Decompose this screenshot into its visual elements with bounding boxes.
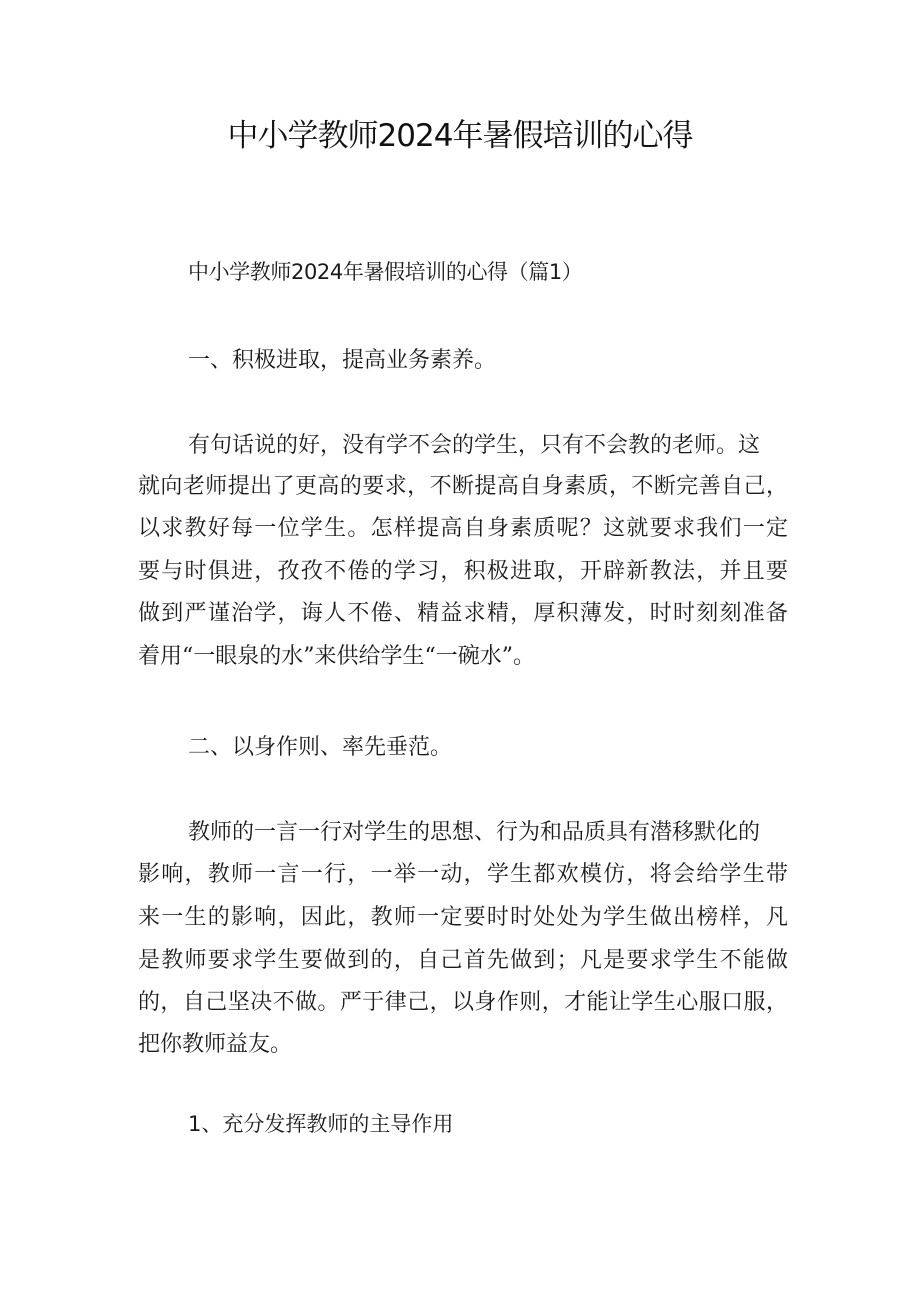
paragraph-line: 影响，教师一言一行，一举一动，学生都欢模仿，将会给学生带 bbox=[138, 862, 788, 887]
section-heading-2: 二、以身作则、率先垂范。 bbox=[188, 735, 453, 760]
paragraph-line: 就向老师提出了更高的要求，不断提高自身素质，不断完善自己， bbox=[138, 474, 788, 499]
document-title: 中小学教师2024年暑假培训的心得 bbox=[227, 118, 693, 154]
paragraph-line: 以求教好每一位学生。怎样提高自身素质呢？这就要求我们一定 bbox=[138, 516, 788, 541]
paragraph-line: 的，自己坚决不做。严于律己，以身作则，才能让学生心服口服， bbox=[138, 990, 788, 1015]
paragraph-line: 做到严谨治学，诲人不倦、精益求精，厚积薄发，时时刻刻准备 bbox=[138, 601, 788, 626]
paragraph-line: 是教师要求学生要做到的，自己首先做到；凡是要求学生不能做 bbox=[138, 948, 788, 973]
paragraph-line: 来一生的影响，因此，教师一定要时时处处为学生做出榜样，凡 bbox=[138, 905, 788, 930]
section-heading-1: 一、积极进取，提高业务素养。 bbox=[188, 348, 497, 373]
paragraph-line: 教师的一言一行对学生的思想、行为和品质具有潜移默化的 bbox=[188, 820, 761, 845]
paragraph-line: 把你教师益友。 bbox=[138, 1032, 293, 1057]
paragraph-line: 有句话说的好，没有学不会的学生，只有不会教的老师。这 bbox=[188, 433, 761, 458]
subheading-1: 1、充分发挥教师的主导作用 bbox=[188, 1112, 454, 1136]
section-subtitle: 中小学教师2024年暑假培训的心得（篇1） bbox=[188, 260, 583, 284]
paragraph-line: 要与时俱进，孜孜不倦的学习，积极进取，开辟新教法，并且要 bbox=[138, 559, 788, 584]
paragraph-line: 着用“一眼泉的水”来供给学生“一碗水”。 bbox=[138, 644, 535, 669]
